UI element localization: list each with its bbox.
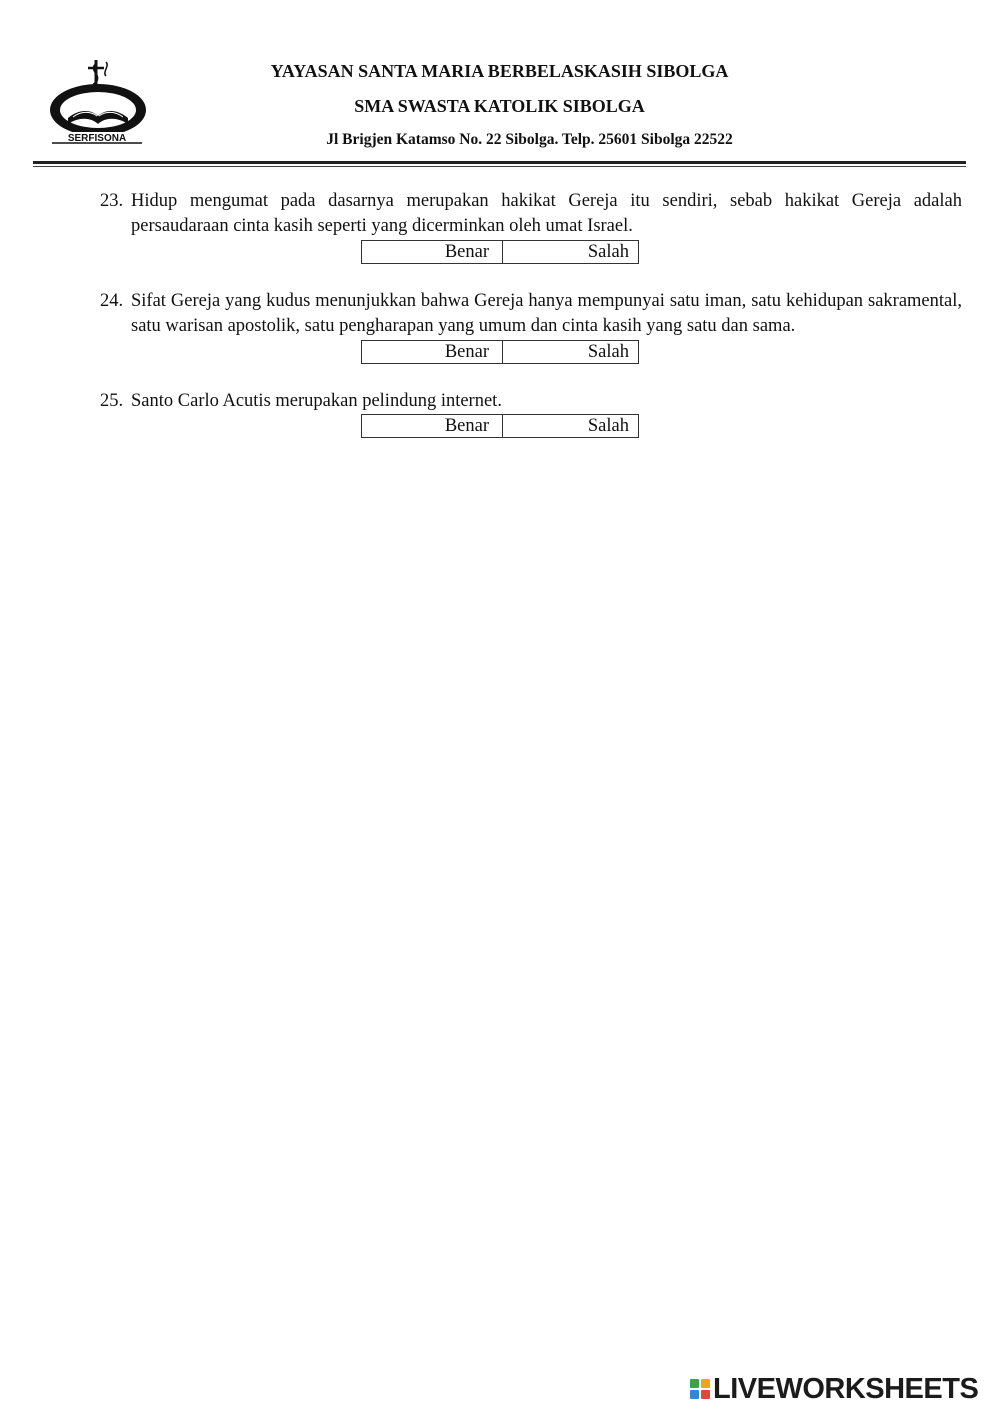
question-text: Santo Carlo Acutis merupakan pelindung internet.: [131, 391, 502, 411]
answer-choice-24: [361, 340, 639, 364]
liveworksheets-logo-icon: [690, 1379, 710, 1399]
option-benar[interactable]: Benar: [362, 341, 503, 363]
question-23: [100, 189, 962, 239]
header-divider-thin: [33, 166, 966, 167]
school-address: Jl Brigjen Katamso No. 22 Sibolga. Telp. 25601 Sibolga 22522: [326, 131, 733, 148]
question-text: Hidup mengumat pada dasarnya merupakan hakikat Gereja itu sendiri, sebab hakikat Gereja adalah persaudaraan cinta kasih seperti yang dicerminkan oleh umat Israel.: [131, 191, 962, 236]
option-salah[interactable]: Salah: [587, 342, 629, 362]
option-salah[interactable]: Salah: [587, 242, 629, 262]
brand-mark-tile: [690, 1390, 699, 1399]
question-text: Sifat Gereja yang kudus menunjukkan bahwa Gereja hanya mempunyai satu iman, satu kehidupan sakramental, satu warisan apostolik, satu pengharapan yang umum dan cinta kasih yang satu dan sama.: [131, 291, 962, 336]
brand-mark-tile: [701, 1379, 710, 1388]
brand-mark-tile: [690, 1379, 699, 1388]
question-number: 24.: [100, 291, 124, 311]
logo-text: SERFISONA: [67, 133, 127, 144]
question-24: [100, 289, 962, 339]
liveworksheets-brand: [690, 1374, 978, 1404]
header-divider: [33, 161, 966, 164]
brand-mark-tile: [701, 1390, 710, 1399]
answer-choice-23: [361, 240, 639, 264]
option-benar[interactable]: Benar: [362, 415, 503, 437]
brand-name: LIVEWORKSHEETS: [713, 1373, 979, 1405]
question-number: 25.: [100, 391, 124, 411]
school-name: SMA SWASTA KATOLIK SIBOLGA: [354, 96, 645, 116]
answer-choice-25: [361, 414, 639, 438]
question-25: [100, 389, 962, 414]
foundation-name: YAYASAN SANTA MARIA BERBELASKASIH SIBOLGA: [270, 61, 729, 81]
question-number: 23.: [100, 191, 124, 211]
option-benar[interactable]: Benar: [362, 241, 503, 263]
option-salah[interactable]: Salah: [587, 416, 629, 436]
